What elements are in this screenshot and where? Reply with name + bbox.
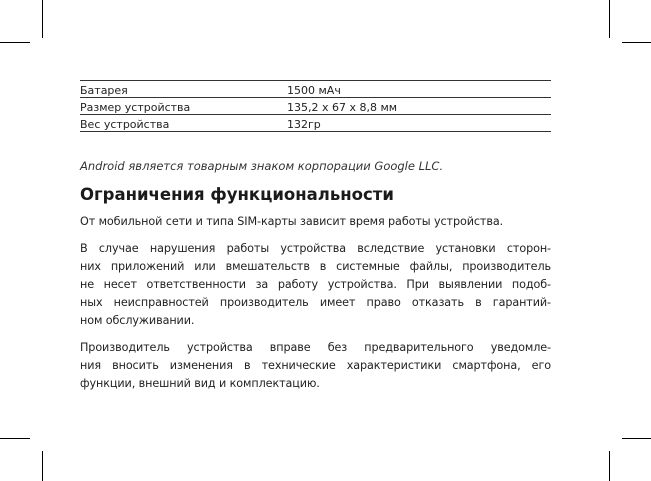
paragraph-line: функции, внешний вид и комплектацию. xyxy=(80,377,320,390)
crop-mark-bottom-right-vertical xyxy=(609,451,610,481)
spec-value: 135,2 x 67 x 8,8 мм xyxy=(287,101,398,114)
crop-mark-top-right-vertical xyxy=(609,0,610,38)
spec-label: Размер устройства xyxy=(80,101,191,114)
crop-mark-top-left-horizontal xyxy=(0,42,30,43)
paragraph-line: ния вносить изменения в технические характеристики смартфона, его xyxy=(80,359,551,372)
paragraph-line: Производитель устройства вправе без предварительного уведомле- xyxy=(80,341,551,354)
trademark-notice: Android является товарным знаком корпорации Google LLC. xyxy=(80,159,444,173)
spec-label: Вес устройства xyxy=(80,118,170,131)
crop-mark-bottom-left-horizontal xyxy=(0,438,30,439)
spec-value: 132гр xyxy=(287,118,321,131)
paragraph-line: ных неисправностей производитель имеет право отказать в гарантий- xyxy=(80,296,551,309)
specs-table xyxy=(80,80,551,132)
spec-label: Батарея xyxy=(80,84,128,97)
paragraph-line: ном обслуживании. xyxy=(80,314,195,327)
table-row xyxy=(80,98,551,115)
crop-mark-top-left-vertical xyxy=(42,0,43,38)
paragraph-line: не несет ответственности за работу устройства. При выявлении подоб- xyxy=(80,278,551,291)
paragraph-line: От мобильной сети и типа SIM-карты зависит время работы устройства. xyxy=(80,215,504,228)
crop-mark-top-right-horizontal xyxy=(622,42,651,43)
crop-mark-bottom-right-horizontal xyxy=(622,438,651,439)
crop-mark-bottom-left-vertical xyxy=(42,451,43,481)
table-row xyxy=(80,81,551,98)
paragraph-line: В случае нарушения работы устройства вследствие установки сторон- xyxy=(80,242,551,255)
paragraph-line: них приложений или вмешательств в системные файлы, производитель xyxy=(80,260,551,273)
section-title: Ограничения функциональности xyxy=(80,185,394,204)
table-row xyxy=(80,115,551,132)
paragraph xyxy=(80,240,551,330)
spec-value: 1500 мАч xyxy=(287,84,341,97)
paragraph xyxy=(80,339,551,393)
page-content xyxy=(80,80,551,393)
paragraph xyxy=(80,213,551,231)
